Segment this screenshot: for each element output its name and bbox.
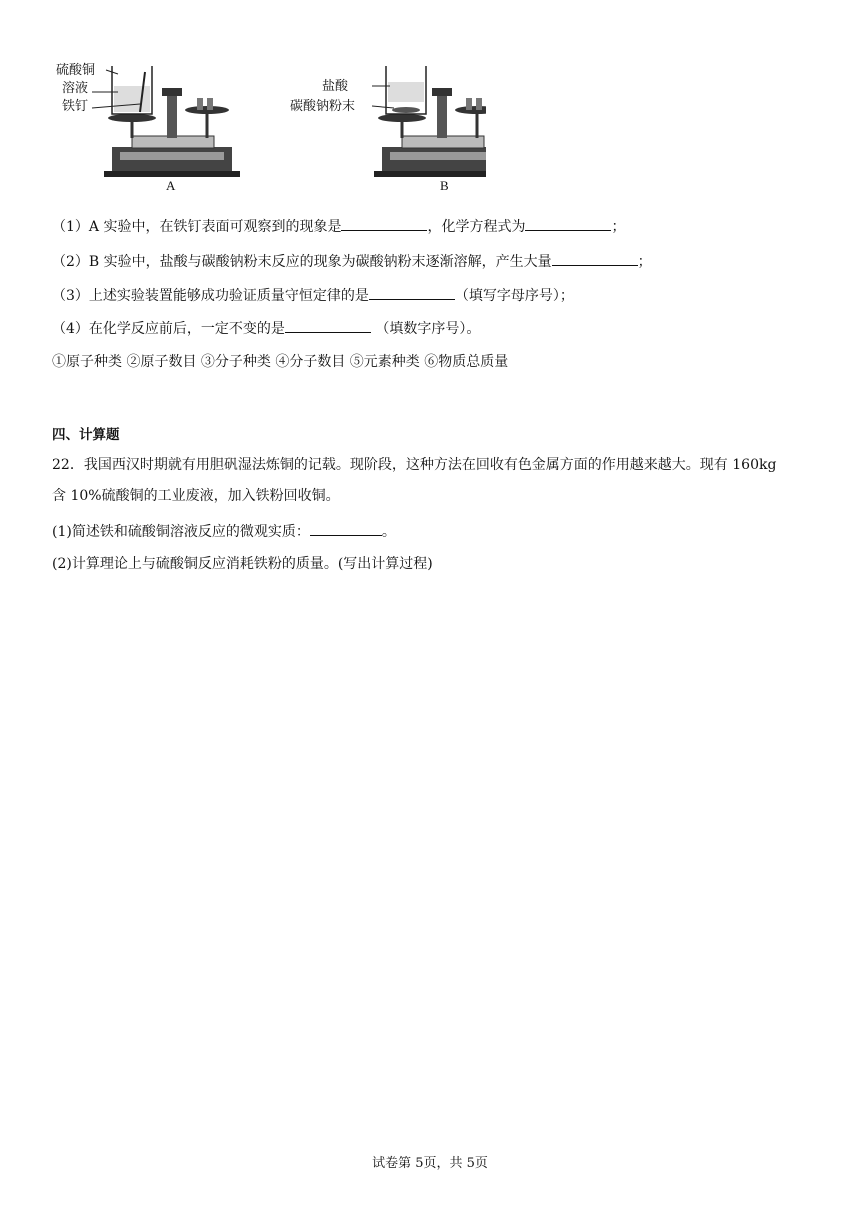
q21-sub1: （1）A 实验中，在铁钉表面可观察到的现象是 ，化学方程式为 ； xyxy=(52,216,625,237)
label-hydrochloric-acid: 盐酸 xyxy=(322,79,349,94)
label-sodium-carbonate-powder: 碳酸钠粉末 xyxy=(290,99,356,114)
answer-blank-6[interactable] xyxy=(310,521,382,536)
q21-sub3: （3）上述实验装置能够成功验证质量守恒定律的是 （填写字母序号）； xyxy=(52,285,574,306)
page-footer: 试卷第 5页，共 5页 xyxy=(372,1156,488,1171)
label-solution: 溶液 xyxy=(62,81,89,96)
figure-a-balance xyxy=(52,52,252,202)
q22-stem-line2: 含 10%硫酸铜的工业废液，加入铁粉回收铜。 xyxy=(52,488,340,504)
answer-blank-5[interactable] xyxy=(285,318,371,333)
q21-sub2: （2）B 实验中，盐酸与碳酸钠粉末反应的现象为碳酸钠粉末逐渐溶解，产生大量 ； xyxy=(52,251,652,272)
answer-blank-2[interactable] xyxy=(525,216,611,231)
figure-a-caption: A xyxy=(166,178,176,193)
answer-blank-4[interactable] xyxy=(369,285,455,300)
figure-b-caption: B xyxy=(440,178,449,193)
q21-options: ①原子种类 ②原子数目 ③分子种类 ④分子数目 ⑤元素种类 ⑥物质总质量 xyxy=(52,354,509,370)
answer-blank-1[interactable] xyxy=(341,216,427,231)
balance-b-illustration xyxy=(286,52,486,202)
q22-sub1: (1)简述铁和硫酸铜溶液反应的微观实质： 。 xyxy=(52,521,396,542)
section-title: 四、计算题 xyxy=(52,427,120,443)
answer-blank-3[interactable] xyxy=(552,251,638,266)
q22-sub2: (2)计算理论上与硫酸铜反应消耗铁粉的质量。(写出计算过程) xyxy=(52,556,433,572)
q21-sub4: （4）在化学反应前后，一定不变的是 （填数字序号）。 xyxy=(52,318,480,339)
label-copper-sulfate: 硫酸铜 xyxy=(56,63,96,78)
label-iron-nail: 铁钉 xyxy=(62,99,89,114)
figure-b-balance xyxy=(286,52,486,202)
q22-stem-line1: 22．我国西汉时期就有用胆矾湿法炼铜的记载。现阶段，这种方法在回收有色金属方面的作用越来越大。现有 160kg xyxy=(52,457,777,473)
